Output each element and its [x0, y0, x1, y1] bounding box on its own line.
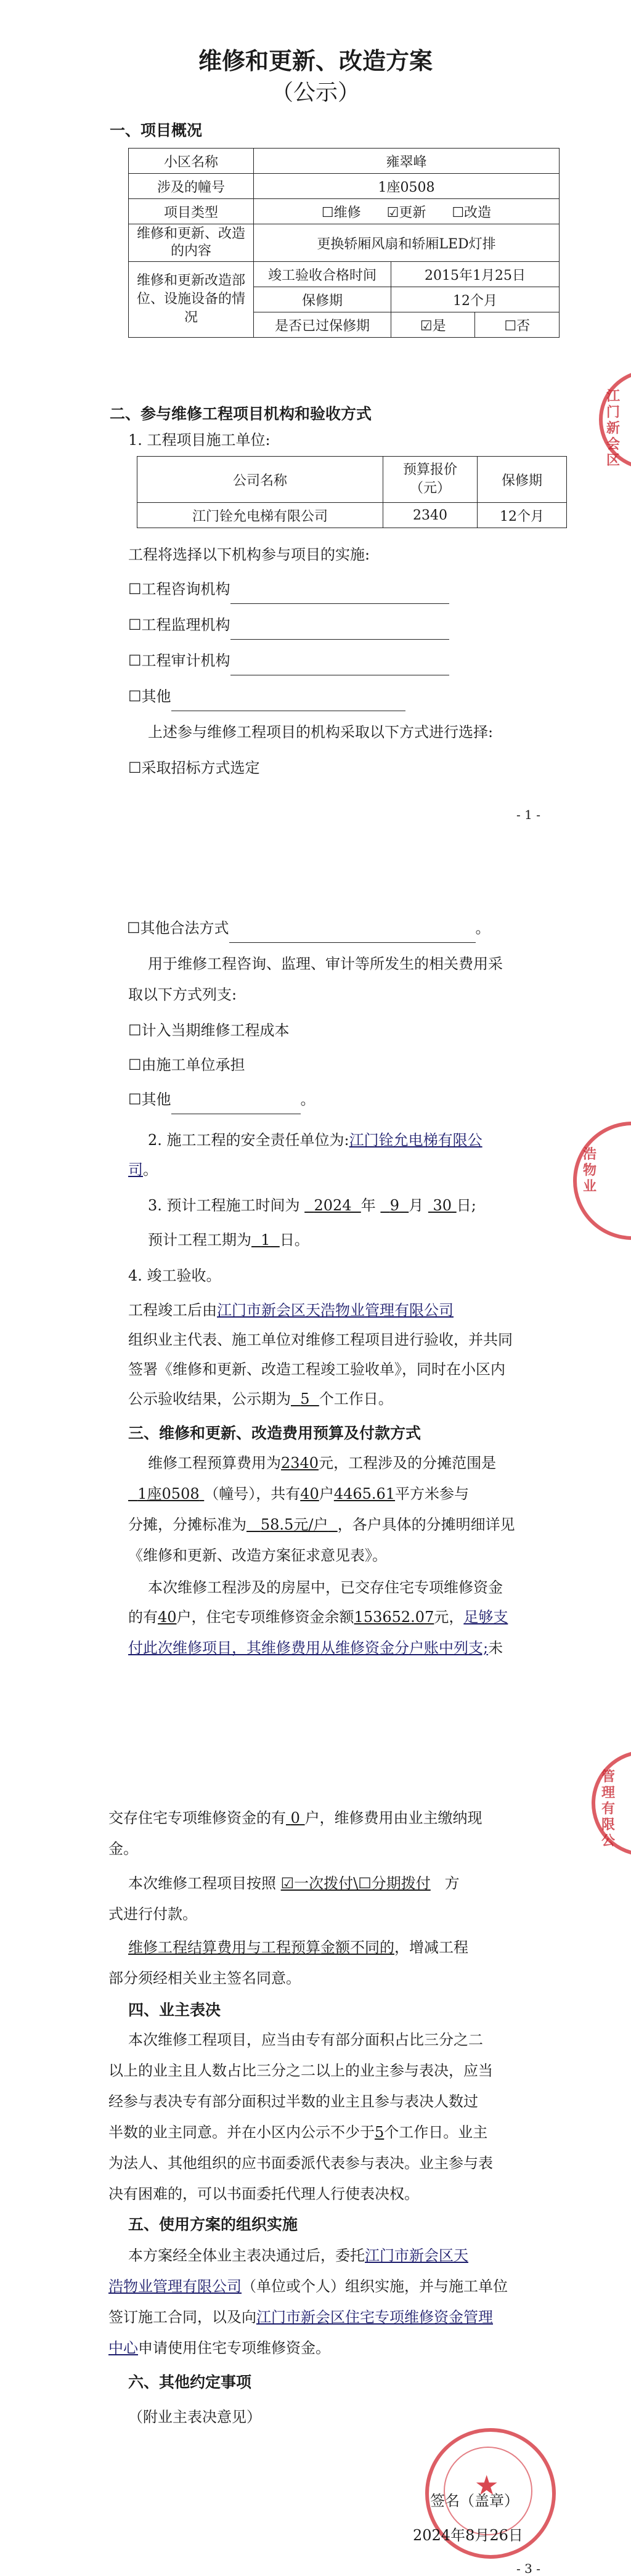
method-intro: 上述参与维修工程项目的机构采取以下方式进行选择:	[148, 723, 494, 741]
vote-p5: 为法人、其他组织的应书面委派代表参与表决。业主参与表	[108, 2154, 493, 2172]
document-title: 维修和更新、改造方案	[198, 47, 433, 75]
budget-p2-b: （幢号），共有	[204, 1485, 301, 1502]
payment-c: 方	[444, 1875, 460, 1892]
org-audit-checkbox[interactable]: ☐工程审计机构	[128, 652, 230, 669]
org-consulting	[128, 574, 449, 604]
safety-unit-line	[148, 1125, 482, 1155]
org-other-checkbox[interactable]: ☐其他	[128, 688, 171, 705]
org-supervision	[128, 610, 449, 640]
budget-scope-wrap	[128, 1485, 204, 1502]
acceptance-p4-text: 公示验收结果，公示期为	[128, 1390, 291, 1408]
expired-no-checkbox[interactable]: ☐否	[475, 312, 560, 338]
page-number-3: - 3 -	[516, 2561, 540, 2576]
budget-p3	[128, 1510, 515, 1539]
elevator-label: 涉及的幢号	[129, 174, 254, 199]
vote-p4	[108, 2117, 487, 2147]
schedule-year-unit: 年	[360, 1197, 376, 1214]
section2-heading: 二、参与维修工程项目机构和验收方式	[110, 405, 372, 423]
impl-p2	[108, 2272, 508, 2301]
section6-heading: 六、其他约定事项	[128, 2373, 252, 2391]
acceptance-p1	[128, 1295, 454, 1325]
col-company: 公司名称	[137, 457, 383, 503]
budget-p3-c: ，各户具体的分摊明细详见	[337, 1516, 515, 1533]
schedule-month-unit: 月	[409, 1197, 424, 1214]
seal-star-icon: ★	[474, 2470, 499, 2501]
budget-fund-balance: 153652.07	[354, 1608, 434, 1626]
impl-p1-a: 本方案经全体业主表决通过后，委托	[128, 2247, 365, 2264]
type-renovate-checkbox[interactable]: ☐改造	[452, 205, 492, 221]
fee-intro-2: 取以下方式列支:	[128, 986, 237, 1003]
payment-p2: 式进行付款。	[108, 1906, 197, 1923]
col-price-line2: （元）	[409, 481, 450, 496]
unfunded-wrap	[286, 1809, 305, 1827]
budget-p7	[128, 1633, 503, 1663]
acceptance-p3: 签署《维修和更新、改造工程竣工验收单》，同时在小区内	[128, 1361, 505, 1378]
method-tender-checkbox[interactable]: ☐采取招标方式选定	[128, 759, 260, 776]
vote-p4-a: 半数的业主同意。并在小区内公示不少于	[108, 2124, 375, 2141]
safety-unit-line2: 司。	[128, 1161, 158, 1178]
schedule-prefix: 3. 预计工程施工时间为	[148, 1197, 300, 1214]
attachment-note: （附业主表决意见）	[128, 2408, 261, 2426]
impl-p1	[128, 2241, 468, 2270]
budget-p1	[148, 1448, 496, 1478]
warranty-value: 12个月	[391, 287, 560, 312]
contractor-intro: 1. 工程项目施工单位:	[128, 431, 271, 449]
contractor-company: 江门铨允电梯有限公司	[137, 503, 383, 528]
vote-p1: 本次维修工程项目，应当由专有部分面积占比三分之二	[128, 2031, 483, 2048]
budget-p2	[128, 1479, 469, 1509]
type-options	[254, 199, 560, 224]
period-value: 1	[261, 1231, 271, 1249]
budget-standard-wrap	[246, 1516, 338, 1533]
seal-text-fragment: 江门新会区	[606, 388, 621, 468]
safety-unit-value-cont: 司	[128, 1161, 143, 1178]
contractor-price: 2340	[383, 503, 478, 528]
page-number-1: - 1 -	[516, 807, 540, 822]
col-price-line1: 预算报价	[402, 462, 457, 478]
vote-p6: 决有困难的，可以书面委托代理人行使表决权。	[108, 2185, 419, 2203]
community-value: 雍翠峰	[254, 149, 560, 174]
acceptance-heading: 4. 竣工验收。	[128, 1267, 221, 1284]
section4-heading: 四、业主表决	[128, 2001, 221, 2019]
safety-unit-prefix: 2. 施工工程的安全责任单位为:	[148, 1131, 349, 1149]
method-other-checkbox[interactable]: ☐其他合法方式	[127, 919, 229, 937]
budget-scope: 1座0508	[137, 1485, 200, 1502]
unfunded-c: 户，维修费用由业主缴纳现	[304, 1809, 482, 1827]
unfunded-a: 交存住宅专项维修资金的有	[108, 1809, 286, 1827]
org-audit	[128, 646, 449, 675]
schedule-day-value: 30	[433, 1197, 452, 1214]
page-1	[0, 0, 631, 863]
budget-p6-c: 户，住宅专项维修资金余额	[176, 1608, 354, 1626]
col-price	[383, 457, 478, 503]
schedule-year-value: 2024	[314, 1197, 352, 1214]
budget-area: 4465.61	[333, 1485, 396, 1502]
budget-p6-e: 元，	[434, 1608, 464, 1626]
document-subtitle: （公示）	[271, 80, 360, 105]
impl-p4-b: 申请使用住宅专项维修资金。	[138, 2339, 330, 2357]
budget-p1-a: 维修工程预算费用为	[148, 1454, 281, 1472]
warranty-label: 保修期	[254, 287, 391, 312]
budget-p4: 《维修和更新、改造方案征求意见表》。	[128, 1547, 387, 1564]
schedule-line	[148, 1191, 476, 1220]
vote-days: 5	[375, 2124, 385, 2141]
impl-org-name-cont: 浩物业管理有限公司	[108, 2278, 242, 2295]
schedule-day-unit: 日;	[456, 1197, 476, 1214]
org-other	[128, 682, 405, 711]
budget-p1-c: 元，工程涉及的分摊范围是	[319, 1454, 497, 1472]
budget-p2-d: 户	[319, 1485, 334, 1502]
payment-method-checkboxes[interactable]: ☑一次拨付\☐分期拨付	[280, 1875, 431, 1892]
impl-p3-a: 签订施工合同，以及向	[108, 2309, 256, 2326]
acceptance-property-company: 江门市新会区天浩物业管理有限公司	[217, 1302, 454, 1319]
org-consulting-checkbox[interactable]: ☐工程咨询机构	[128, 581, 230, 598]
method-other: ☐其他合法方式 。	[127, 913, 491, 943]
choose-orgs-text: 工程将选择以下机构参与项目的实施:	[128, 546, 370, 563]
type-label: 项目类型	[129, 199, 254, 224]
acceptance-p2: 组织业主代表、施工单位对维修工程项目进行验收，并共同	[128, 1331, 513, 1348]
impl-p4	[108, 2333, 330, 2363]
acceptance-p4	[128, 1384, 393, 1414]
acceptance-p1-text: 工程竣工后由	[128, 1302, 217, 1319]
seal-text-fragment-3: 管理有限公	[601, 1769, 616, 1849]
period-prefix: 预计工程工期为	[148, 1231, 251, 1249]
expired-label: 是否已过保修期	[254, 312, 391, 338]
type-repair-checkbox[interactable]: ☐维修	[321, 205, 361, 221]
impl-org-name: 江门市新会区天	[365, 2247, 468, 2264]
safety-unit-value: 江门铨允电梯有限公	[349, 1131, 482, 1149]
page-3	[0, 1719, 631, 2574]
budget-p5: 本次维修工程涉及的房屋中，已交存住宅专项维修资金	[148, 1579, 503, 1596]
budget-standard: 58.5元/户	[260, 1516, 328, 1533]
budget-households: 40	[300, 1485, 319, 1502]
seal-text-fragment-2: 浩物业	[583, 1146, 597, 1194]
budget-p6-f: 足够支	[463, 1608, 508, 1626]
period-line	[148, 1225, 309, 1255]
red-seal-stamp-2	[573, 1122, 631, 1240]
budget-p6-a: 的有	[128, 1608, 158, 1626]
project-overview-table	[128, 148, 560, 338]
period-suffix: 日。	[279, 1231, 309, 1249]
schedule-day	[428, 1197, 457, 1214]
parts-label: 维修和更新改造部位、设施设备的情况	[129, 262, 254, 338]
impl-fund-center: 江门市新会区住宅专项维修资金管理	[256, 2309, 493, 2326]
col-warranty: 保修期	[478, 457, 567, 503]
impl-fund-center-cont: 中心	[108, 2339, 138, 2357]
acceptance-days-wrap	[291, 1390, 319, 1408]
fee-option-other-checkbox[interactable]: ☐其他	[128, 1091, 171, 1108]
fee-option-other: ☐其他 。	[128, 1085, 316, 1114]
contractor-warranty: 12个月	[478, 503, 567, 528]
budget-p6	[128, 1602, 508, 1632]
signature-date: 2024年8月26日	[413, 2527, 523, 2544]
budget-p2-f: 平方米参与	[395, 1485, 470, 1502]
period-value-wrap	[251, 1231, 280, 1249]
budget-funded-households: 40	[158, 1608, 177, 1626]
elevator-value: 1座0508	[254, 174, 560, 199]
schedule-month-value: 9	[389, 1197, 399, 1214]
page-2	[0, 863, 631, 1695]
unfunded-p1	[108, 1803, 482, 1833]
impl-p3	[108, 2302, 493, 2332]
section1-heading: 一、项目概况	[110, 121, 203, 139]
content-value: 更换轿厢风扇和轿厢LED灯排	[254, 224, 560, 262]
settlement-p1	[128, 1933, 468, 1962]
fee-option-contractor-checkbox[interactable]: ☐由施工单位承担	[128, 1056, 245, 1074]
community-label: 小区名称	[129, 149, 254, 174]
acceptance-days: 5	[300, 1390, 310, 1408]
org-supervision-checkbox[interactable]: ☐工程监理机构	[128, 616, 230, 634]
schedule-month	[380, 1197, 409, 1214]
settlement-p2: 部分须经相关业主签名同意。	[108, 1970, 301, 1987]
payment-p1	[128, 1869, 460, 1898]
vote-p4-c: 个工作日。业主	[384, 2124, 488, 2141]
schedule-year	[304, 1197, 361, 1214]
budget-amount: 2340	[281, 1454, 319, 1472]
vote-p3: 经参与表决专有部分面积过半数的业主且参与表决人数过	[108, 2093, 478, 2110]
impl-p2-b: （单位或个人）组织实施，并与施工单位	[242, 2278, 508, 2295]
unfunded-households: 0	[290, 1809, 300, 1827]
signature-label: 签名（盖章）	[430, 2492, 519, 2509]
settlement-a: 维修工程结算费用与工程预算金额不同的	[128, 1939, 394, 1956]
section5-heading: 五、使用方案的组织实施	[128, 2215, 298, 2233]
settlement-b: ，增减工程	[394, 1939, 468, 1956]
acceptance-p4-suffix: 个工作日。	[319, 1390, 393, 1408]
unfunded-p2: 金。	[108, 1840, 138, 1857]
type-update-checkbox[interactable]: ☑更新	[386, 205, 426, 221]
vote-p2: 以上的业主且人数占比三分之二以上的业主参与表决，应当	[108, 2062, 493, 2079]
expired-yes-checkbox[interactable]: ☑是	[391, 312, 475, 338]
accept-time-value: 2015年1月25日	[391, 262, 560, 287]
fee-intro-1: 用于维修工程咨询、监理、审计等所发生的相关费用采	[148, 955, 503, 972]
budget-p7-b: 未	[488, 1639, 503, 1657]
budget-p3-a: 分摊，分摊标准为	[128, 1516, 246, 1533]
section3-heading: 三、维修和更新、改造费用预算及付款方式	[128, 1424, 421, 1442]
payment-a: 本次维修工程项目按照	[128, 1875, 276, 1892]
fee-option-cost-checkbox[interactable]: ☐计入当期维修工程成本	[128, 1022, 290, 1039]
budget-p7-text: 付此次维修项目，其维修费用从维修资金分户账中列支;	[128, 1639, 489, 1657]
accept-time-label: 竣工验收合格时间	[254, 262, 391, 287]
contractor-table	[137, 456, 567, 528]
content-label: 维修和更新、改造的内容	[129, 224, 254, 262]
